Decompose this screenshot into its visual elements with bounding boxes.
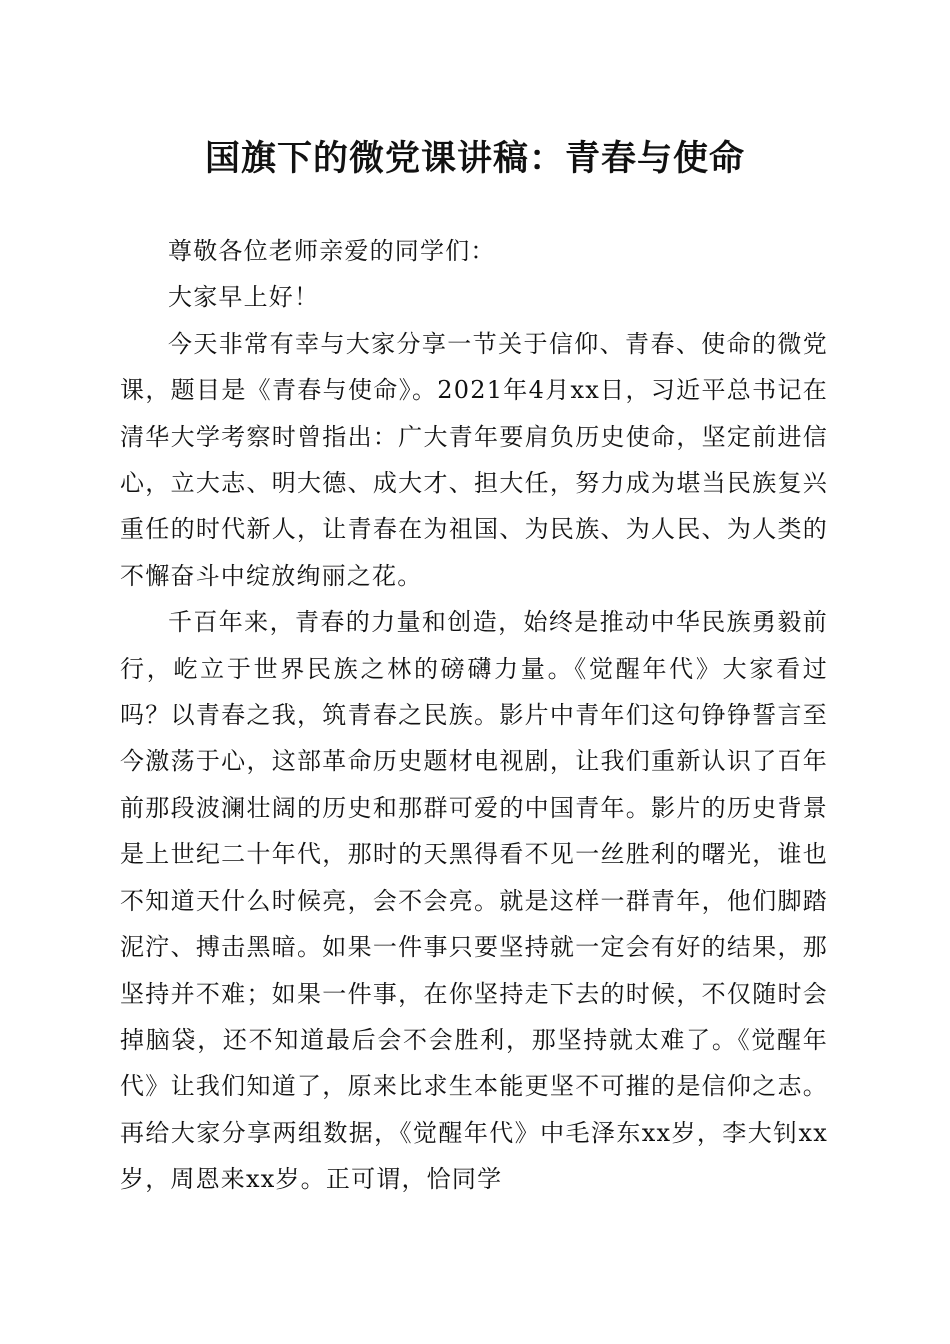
- document-body: [120, 228, 828, 1203]
- salutation-paragraph: 尊敬各位老师亲爱的同学们：: [168, 237, 496, 265]
- body-paragraph: 千百年来，青春的力量和创造，始终是推动中华民族勇毅前行，屹立于世界民族之林的磅礴力量。《觉醒年代》大家看过吗？以青春之我，筑青春之民族。影片中青年们这句铮铮誓言至今激荡于心，这部革命历史题材电视剧，让我们重新认识了百年前那段波澜壮阔的历史和那群可爱的中国青年。影片的历史背景是上世纪二十年代，那时的天黑得看不见一丝胜利的曙光，谁也不知道天什么时候亮，会不会亮。就是这样一群青年，他们脚踏泥泞、搏击黑暗。如果一件事只要坚持就一定会有好的结果，那坚持并不难；如果一件事，在你坚持走下去的时候，不仅随时会掉脑袋，还不知道最后会不会胜利，那坚持就太难了。《觉醒年代》让我们知道了，原来比求生本能更坚不可摧的是信仰之志。再给大家分享两组数据，《觉醒年代》中毛泽东xx岁，李大钊xx岁，周恩来xx岁。正可谓，恰同学: [120, 608, 828, 1194]
- intro-paragraph: 今天非常有幸与大家分享一节关于信仰、青春、使命的微党课，题目是《青春与使命》。2021年4月xx日，习近平总书记在清华大学考察时曾指出：广大青年要肩负历史使命，坚定前进信心，立大志、明大德、成大才、担大任，努力成为堪当民族复兴重任的时代新人，让青春在为祖国、为民族、为人民、为人类的不懈奋斗中绽放绚丽之花。: [120, 329, 828, 590]
- greeting-paragraph: 大家早上好！: [168, 283, 320, 312]
- document-title: 国旗下的微党课讲稿：青春与使命: [204, 138, 745, 179]
